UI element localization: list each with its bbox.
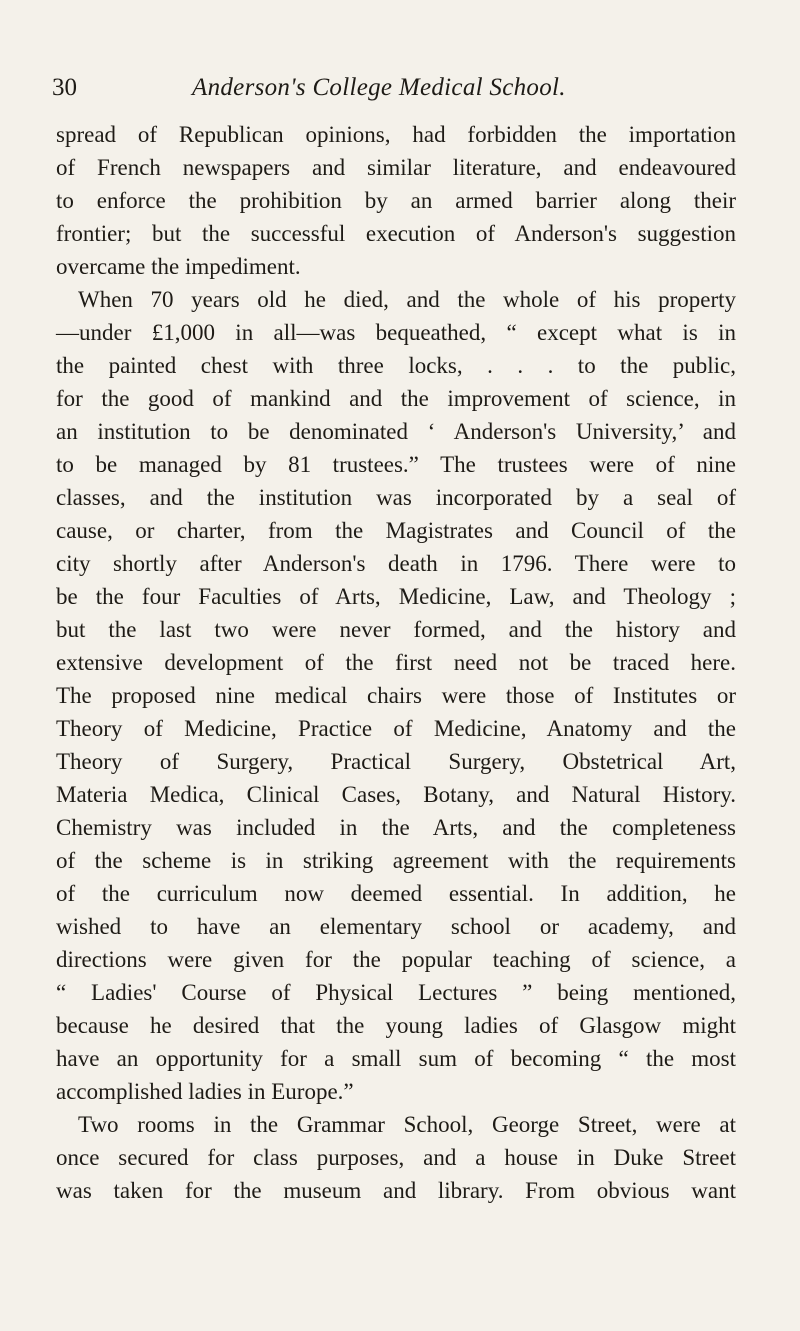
- text-line: of French newspapers and similar literature, and endeavoured: [56, 155, 736, 180]
- text-line: to enforce the prohibition by an armed barrier along their: [56, 188, 736, 213]
- text-line: to be managed by 81 trustees.” The trustees were of nine: [56, 452, 736, 477]
- text-line: the painted chest with three locks, . . . to the public,: [56, 353, 736, 378]
- text-line: frontier; but the successful execution of Anderson's suggestion: [56, 221, 736, 246]
- text-line: The proposed nine medical chairs were those of Institutes or: [56, 683, 736, 708]
- text-line: Theory of Surgery, Practical Surgery, Obstetrical Art,: [56, 749, 736, 774]
- text-line: of the curriculum now deemed essential. In addition, he: [56, 881, 736, 906]
- text-line: cause, or charter, from the Magistrates and Council of the: [56, 518, 736, 543]
- text-line: city shortly after Anderson's death in 1796. There were to: [56, 551, 736, 576]
- text-line: spread of Republican opinions, had forbidden the importation: [56, 122, 736, 147]
- text-line: Materia Medica, Clinical Cases, Botany, and Natural History.: [56, 782, 736, 807]
- running-header: [52, 72, 612, 104]
- text-line: —under £1,000 in all—was bequeathed, “ except what is in: [56, 320, 736, 345]
- page-number: 30: [52, 74, 77, 101]
- text-line: was taken for the museum and library. From obvious want: [56, 1178, 736, 1203]
- text-line: an institution to be denominated ‘ Anderson's University,’ and: [56, 419, 736, 444]
- text-line: for the good of mankind and the improvement of science, in: [56, 386, 736, 411]
- text-line: wished to have an elementary school or academy, and: [56, 914, 736, 939]
- text-line: extensive development of the first need not be traced here.: [56, 650, 736, 675]
- paragraph-first-line: Two rooms in the Grammar School, George Street, were at: [78, 1112, 736, 1137]
- text-line: accomplished ladies in Europe.”: [56, 1079, 354, 1104]
- text-line: but the last two were never formed, and the history and: [56, 617, 736, 642]
- text-line: of the scheme is in striking agreement with the requirements: [56, 848, 736, 873]
- text-line: once secured for class purposes, and a house in Duke Street: [56, 1145, 736, 1170]
- text-line: have an opportunity for a small sum of becoming “ the most: [56, 1046, 736, 1071]
- text-line: directions were given for the popular teaching of science, a: [56, 947, 736, 972]
- text-line: overcame the impediment.: [56, 254, 301, 279]
- text-line: Chemistry was included in the Arts, and the completeness: [56, 815, 736, 840]
- text-line: classes, and the institution was incorporated by a seal of: [56, 485, 736, 510]
- text-line: be the four Faculties of Arts, Medicine, Law, and Theology ;: [56, 584, 736, 609]
- body-text: [56, 118, 736, 1207]
- running-title: Anderson's College Medical School.: [192, 74, 566, 101]
- text-line: “ Ladies' Course of Physical Lectures ” being mentioned,: [56, 980, 736, 1005]
- paragraph-first-line: When 70 years old he died, and the whole of his property: [78, 287, 736, 312]
- text-line: Theory of Medicine, Practice of Medicine, Anatomy and the: [56, 716, 736, 741]
- text-line: because he desired that the young ladies of Glasgow might: [56, 1013, 736, 1038]
